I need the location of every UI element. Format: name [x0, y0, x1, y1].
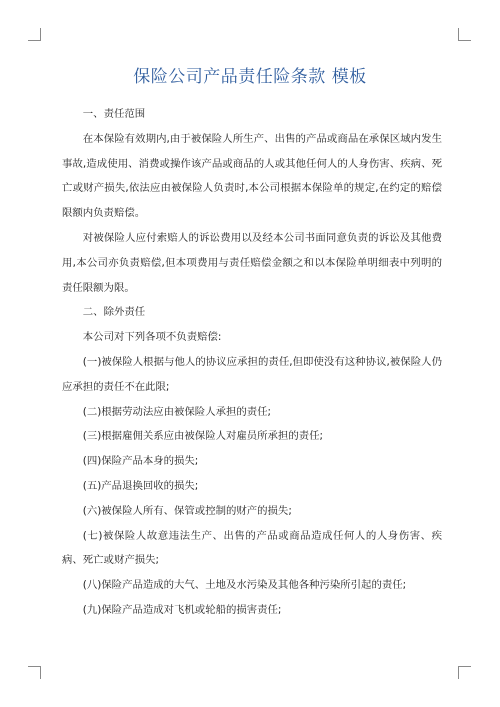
- exclusion-item: (八)保险产品造成的大气、土地及水污染及其他各种污染所引起的责任;: [82, 579, 407, 592]
- exclusion-item: (三)根据雇佣关系应由被保险人对雇员所承担的责任;: [82, 430, 323, 443]
- document-title: 保险公司产品责任险条款 模板: [133, 67, 367, 87]
- exclusion-item: (四)保险产品本身的损失;: [82, 455, 199, 468]
- paragraph-exclusions-intro: 本公司对下列各项不负责赔偿:: [82, 331, 222, 344]
- paragraph-liability-scope-2: 对被保险人应付索赔人的诉讼费用以及经本公司书面同意负责的诉讼及其他费用,本公司亦负责赔偿,但本项费用与责任赔偿金额之和以本保险单明细表中列明的责任限额为限。: [62, 231, 442, 294]
- exclusion-item: (一)被保险人根据与他人的协议应承担的责任,但即使没有这种协议,被保险人仍应承担的责任不在此限;: [62, 355, 442, 393]
- exclusion-item: (七)被保险人故意违法生产、出售的产品或商品造成任何人的人身伤害、疾病、死亡或财产损失;: [62, 529, 442, 567]
- exclusion-item: (二)根据劳动法应由被保险人承担的责任;: [82, 405, 272, 418]
- section-heading-liability-scope: 一、责任范围: [82, 108, 146, 120]
- document-body: [62, 102, 442, 623]
- paragraph-liability-scope-1: 在本保险有效期内,由于被保险人所生产、出售的产品或商品在承保区域内发生事故,造成使用、消费或操作该产品或商品的人或其他任何人的人身伤害、疾病、死亡或财产损失,依法应由被保险人负责时,本公司根据本保险单的规定,在约定的赔偿限额内负责赔偿。: [62, 132, 442, 220]
- section-heading-exclusions: 二、除外责任: [82, 306, 146, 319]
- crop-mark-bottom-right: [458, 666, 471, 679]
- exclusion-item: (六)被保险人所有、保管或控制的财产的损失;: [82, 504, 292, 517]
- exclusion-item: (九)保险产品造成对飞机或轮船的损害责任;: [82, 603, 282, 616]
- crop-mark-top-right: [458, 28, 471, 41]
- exclusion-item: (五)产品退换回收的损失;: [82, 479, 199, 492]
- crop-mark-bottom-left: [28, 666, 41, 679]
- crop-mark-top-left: [28, 28, 41, 41]
